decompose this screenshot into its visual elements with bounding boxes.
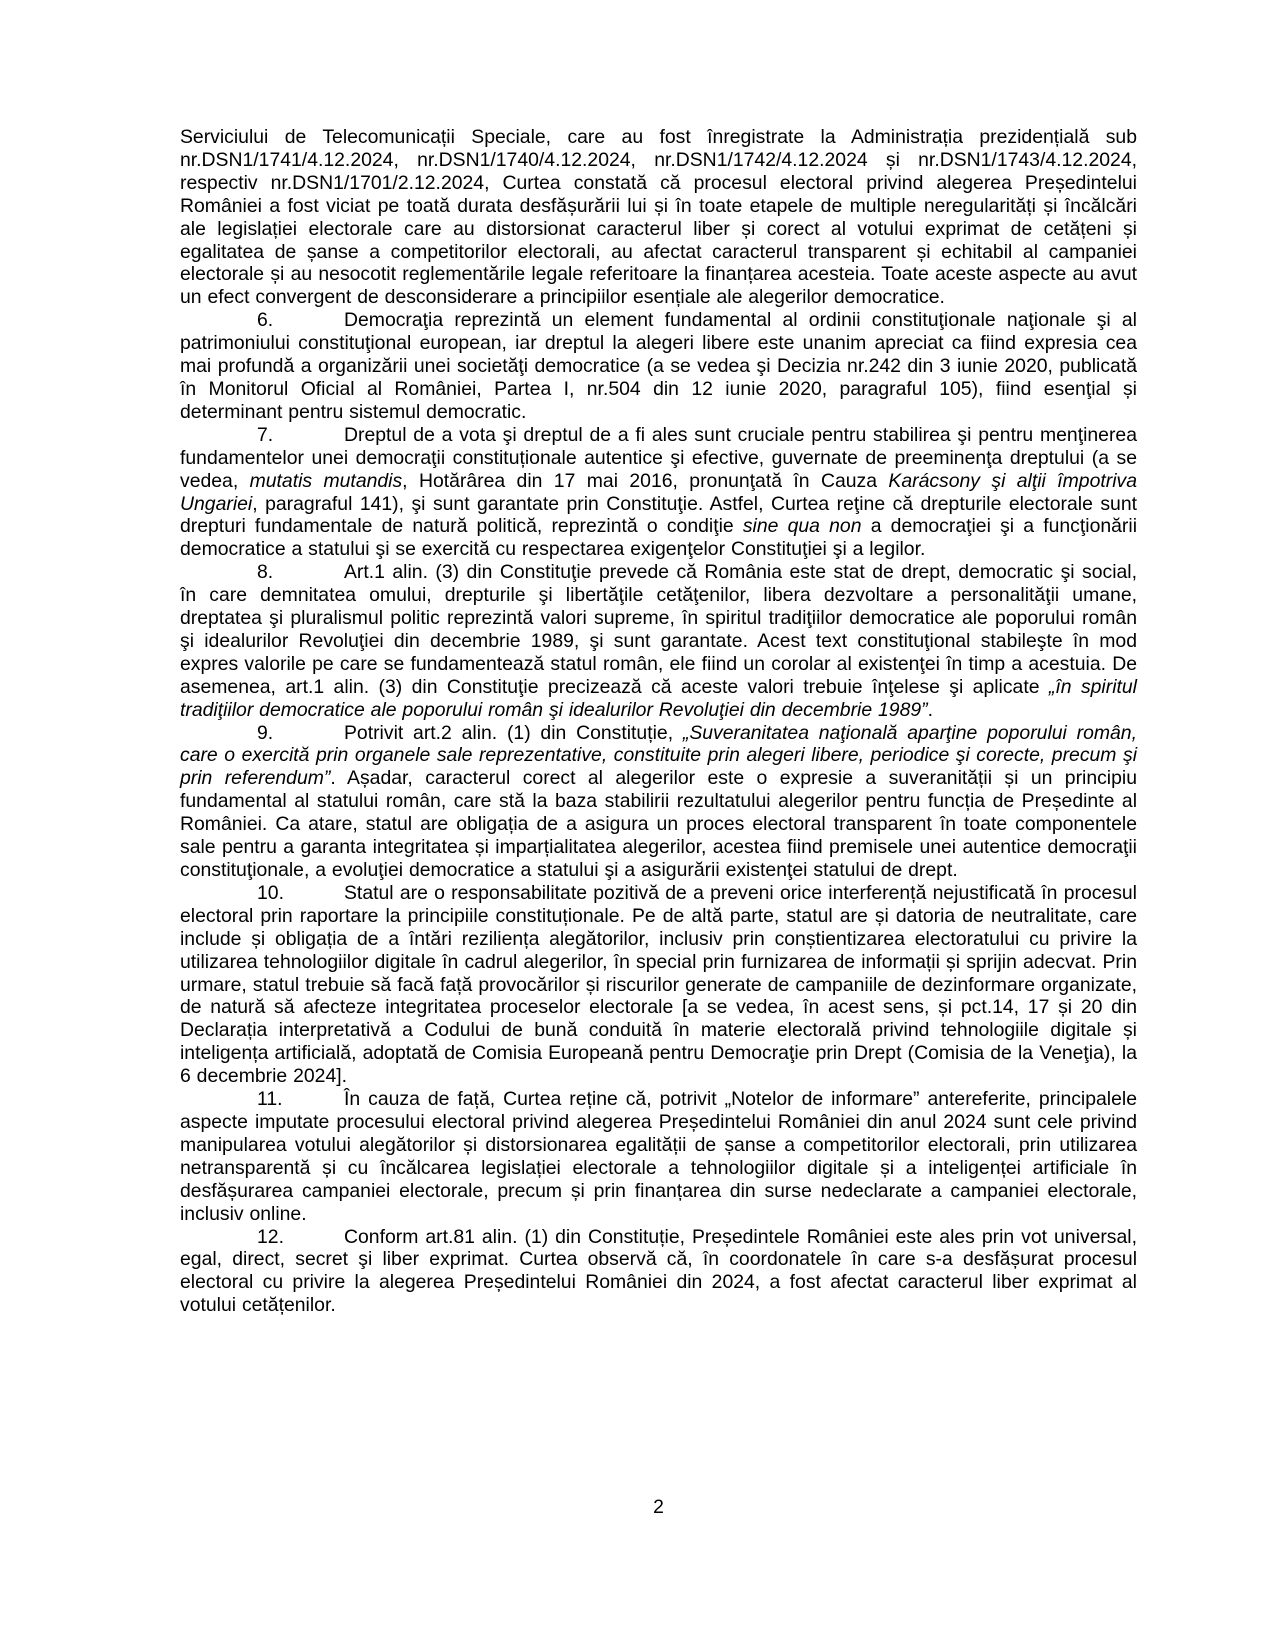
paragraph-number: 7. bbox=[257, 423, 274, 446]
text-run: Conform art.81 alin. (1) din Constituție, Președintele României este ales prin vot universal, egal, direct, secret şi liber exprimat. Curtea observă că, în coordonatele în care s-a desfășurat procesul electoral cu privire la alegerea Președintelui României din 2024, a fost afectat caracterul liber exprimat al votului cetățenilor. bbox=[180, 1225, 1137, 1317]
para-10 bbox=[180, 882, 1137, 1088]
text-run: În cauza de față, Curtea reține că, potrivit „Notelor de informare” antereferite, principalele aspecte imputate procesului electoral privind alegerea Președintelui României din anul 2024 sunt cele privind manipularea votului alegătorilor și distorsionarea egalității de șanse a competitorilor electorali, prin utilizarea netransparentă și cu încălcarea legislației electorale a tehnologiilor digitale și a inteligenței artificiale în desfășurarea campaniei electorale, precum și prin finanțarea din surse nedeclarate a campaniei electorale, inclusiv online. bbox=[180, 1088, 1137, 1225]
intro-continuation bbox=[180, 126, 1137, 309]
italic-text-run: Karácsony şi alţii împotriva Ungariei bbox=[180, 469, 1137, 515]
text-run: a democraţiei şi a funcţionării democratice a statului şi se exercită cu respectarea exigenţelor Constituţiei şi a legilor. bbox=[180, 515, 1137, 561]
paragraph-number: 6. bbox=[257, 309, 274, 332]
text-run: Serviciului de Telecomunicații Speciale, care au fost înregistrate la Administrația prezidențială sub nr.DSN1/1741/4.12.2024, nr.DSN1/1740/4.12.2024, nr.DSN1/1742/4.12.2024 și nr.DSN1/1743/4.12.2024, respectiv nr.DSN1/1701/2.12.2024, Curtea constată că procesul electoral privind alegerea Președintelui României a fost viciat pe toată durata desfășurării lui și în toate etapele de multiple neregularități și încălcări ale legislației electorale care au distorsionat caracterul liber și corect al votului exprimat de cetățeni și egalitatea de șanse a competitorilor electorali, au afectat caracterul transparent și echitabil al campaniei electorale și au nesocotit reglementările legale referitoare la finanțarea acesteia. Toate aceste aspecte au avut un efect convergent de desconsiderare a principiilor esențiale ale alegerilor democratice. bbox=[180, 126, 1137, 309]
paragraph-number: 11. bbox=[257, 1088, 283, 1111]
italic-text-run: „în spiritul tradiţiilor democratice ale poporului român şi idealurilor Revoluţiei din decembrie 1989” bbox=[180, 675, 1137, 721]
para-7 bbox=[180, 424, 1137, 561]
paragraph-number: 9. bbox=[257, 721, 274, 744]
text-run: Dreptul de a vota şi dreptul de a fi ales sunt cruciale pentru stabilirea şi pentru menţinerea fundamentelor unei democraţii constituționale autentice şi efective, guvernate de preeminenţa dreptului (a se vedea, bbox=[180, 423, 1137, 492]
text-run: , Hotărârea din 17 mai 2016, pronunţată în Cauza bbox=[402, 469, 889, 492]
text-run: Democraţia reprezintă un element fundamental al ordinii constituţionale naţionale şi al patrimoniului constituţional european, iar dreptul la alegeri libere este unanim apreciat ca fiind expresia cea mai profundă a organizării unei societăţi democratice (a se vedea şi Decizia nr.242 din 3 iunie 2020, publicată în Monitorul Oficial al României, Partea I, nr.504 din 12 iunie 2020, paragraful 105), fiind esenţial și determinant pentru sistemul democratic. bbox=[180, 309, 1137, 423]
document-body bbox=[180, 126, 1137, 1317]
text-run: Potrivit art.2 alin. (1) din Constituție, bbox=[344, 721, 683, 744]
text-run: . bbox=[927, 698, 933, 721]
para-9 bbox=[180, 722, 1137, 882]
para-8 bbox=[180, 561, 1137, 721]
paragraph-number: 12. bbox=[257, 1225, 284, 1248]
text-run: , paragraful 141), şi sunt garantate prin Constituţie. Astfel, Curtea reţine că drepturile electorale sunt drepturi fundamentale de natură politică, reprezintă o condiţie bbox=[180, 492, 1137, 538]
italic-text-run: „Suveranitatea naţională aparţine poporului român, care o exercită prin organele sale reprezentative, constituite prin alegeri libere, periodice şi corecte, precum şi prin referendum” bbox=[180, 721, 1137, 790]
para-11 bbox=[180, 1088, 1137, 1225]
para-12 bbox=[180, 1226, 1137, 1318]
text-run: Art.1 alin. (3) din Constituţie prevede că România este stat de drept, democratic şi social, în care demnitatea omului, drepturile şi libertăţile cetăţenilor, libera dezvoltare a personalităţii umane, dreptatea şi pluralismul politic reprezintă valori supreme, în spiritul tradiţiilor democratice ale poporului român şi idealurilor Revoluţiei din decembrie 1989, şi sunt garantate. Acest text constituţional stabileşte în mod expres valorile pe care se fundamentează statul român, ele fiind un corolar al existenţei în timp a acestuia. De asemenea, art.1 alin. (3) din Constituţie precizează că aceste valori trebuie înţelese şi aplicate bbox=[180, 561, 1137, 698]
text-run: Statul are o responsabilitate pozitivă de a preveni orice interferență nejustificată în procesul electoral prin raportare la principiile constituționale. Pe de altă parte, statul are și datoria de neutralitate, care include și obligația de a întări reziliența alegătorilor, inclusiv prin conștientizarea electoratului cu privire la utilizarea tehnologiilor digitale în cadrul alegerilor, în special prin furnizarea de informații și sprijin adecvat. Prin urmare, statul trebuie să facă față provocărilor și riscurilor generate de campaniile de dezinformare organizate, de natură să afecteze integritatea proceselor electorale [a se vedea, în acest sens, și pct.14, 17 și 20 din Declarația interpretativă a Codului de bună conduită în materie electorală privind tehnologiile digitale și inteligența artificială, adoptată de Comisia Europeană pentru Democraţie prin Drept (Comisia de la Veneţia), la 6 decembrie 2024]. bbox=[180, 881, 1137, 1088]
page-number: 2 bbox=[653, 1496, 664, 1518]
italic-text-run: mutatis mutandis bbox=[249, 469, 403, 492]
paragraph-number: 8. bbox=[257, 561, 274, 584]
paragraph-number: 10. bbox=[257, 881, 284, 904]
text-run: . Așadar, caracterul corect al alegerilor este o expresie a suveranității și un principiu fundamental al statului român, care stă la baza stabilirii rezultatului alegerilor pentru funcția de Președinte al României. Ca atare, statul are obligația de a asigura un proces electoral transparent în toate componentele sale pentru a garanta integritatea și imparțialitatea alegerilor, acestea fiind premisele unei autentice democraţii constituţionale, a evoluţiei democratice a statului şi a asigurării existenţei statului de drept. bbox=[180, 767, 1137, 881]
italic-text-run: sine qua non bbox=[742, 515, 862, 538]
para-6 bbox=[180, 309, 1137, 424]
